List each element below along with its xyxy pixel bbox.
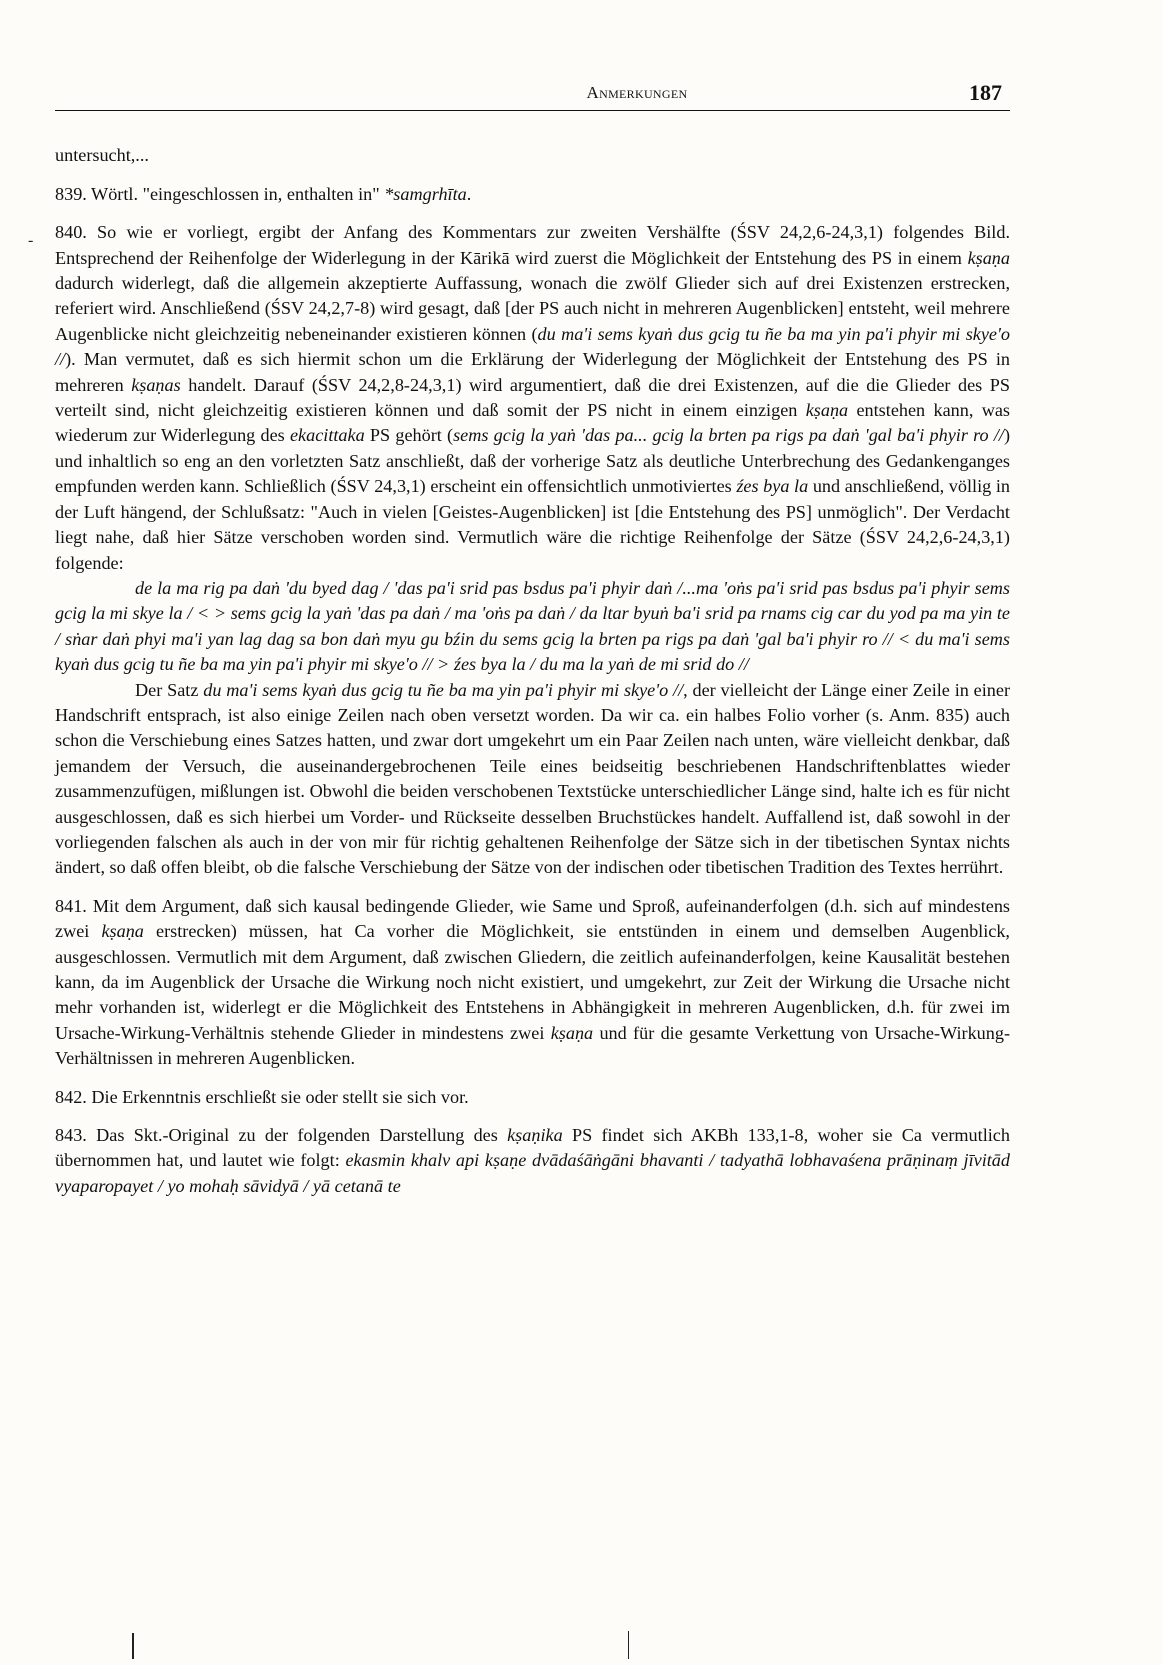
note-text: Der Satz — [135, 679, 204, 700]
tibetan-block-quote: de la ma rig pa daṅ 'du byed dag / 'das pa'i srid pas bsdus pa'i phyir daṅ /...ma 'oṅs pa'i srid pas bsdus pa'i phyir sems gcig la mi skye la / < > sems gcig la yaṅ 'das pa daṅ / ma 'oṅs pa daṅ / da ltar byuṅ ba'i srid pa rnams cig car du yod pa ma yin te / sṅar daṅ phyi ma'i yan lag dag sa bon daṅ myu gu bźin du sems gcig la brten pa rigs pa daṅ 'gal ba'i phyir ro // < du ma'i sems kyaṅ dus gcig tu ñe ba ma yin pa'i phyir mi skye'o // > źes bya la / du ma la yaṅ de mi srid do // — [55, 577, 1010, 675]
scan-mark — [628, 1631, 629, 1659]
note-number: 840. — [55, 222, 87, 243]
note-text: So wie er vorliegt, ergibt der Anfang des Kommentars zur zweiten Vershälfte (ŚSV 24,2,6-24,3,1) folgendes Bild. Entsprechend der Reihenfolge der Widerlegung in der Kārikā wird zuerst die Möglichkeit der Entstehung des PS in einem — [55, 222, 1010, 268]
continuation-text: untersucht,... — [55, 145, 149, 166]
note-text: und für die gesamte Verkettung von Ursache-Wirkung-Verhältnissen in mehreren Augenblicken. — [55, 1022, 1010, 1069]
note-840-continuation — [55, 678, 1010, 881]
note-text: Das Skt.-Original zu der folgenden Darstellung des — [86, 1125, 508, 1146]
margin-dash: - — [28, 232, 34, 249]
note-841 — [55, 894, 1010, 1072]
note-text: erstrecken) müssen, hat Ca vorher die Möglichkeit, sie entstünden in einem und demselben Augenblick, ausgeschlossen. Vermutlich mit dem Argument, daß zwischen Gliedern, die zeitlich aufeinanderfolgen, keine Kausalität bestehen kann, da im Augenblick der Ursache die Wirkung noch nicht existiert, und umgekehrt, zur Zeit der Wirkung die Ursache nicht mehr vorhanden ist, widerlegt er die Möglichkeit des Entstehens in Abhängigkeit in mehreren Augenblicken, d.h. für zwei im Ursache-Wirkung-Verhältnis stehende Glieder in mindestens zwei — [55, 921, 1010, 1043]
note-842 — [55, 1085, 1010, 1110]
note-text: Die Erkenntnis erschließt sie oder stellt sie sich vor. — [86, 1086, 469, 1107]
note-text: Mit dem Argument, daß sich kausal bedingende Glieder, wie Same und Sproß, aufeinanderfolgen (d.h. sich auf mindestens zwei — [55, 895, 1010, 942]
note-839 — [55, 182, 1010, 207]
running-head: Anmerkungen — [586, 83, 688, 102]
italic-term: kṣaṇa — [550, 1022, 594, 1043]
italic-term: kṣaṇas — [131, 374, 181, 395]
sanskrit-quote: ekasmin khalv api kṣaṇe dvādaśāṅgāni bhavanti / tadyathā lobhavaśena prāṇinaṃ jīvitād vyaparopayet / yo mohaḥ sāvidyā / yā cetanā te — [55, 1150, 1010, 1196]
note-text: . — [466, 183, 472, 204]
note-number: 839. — [55, 183, 87, 204]
tibetan-quote: sems gcig la yaṅ 'das pa... gcig la brten pa rigs pa daṅ 'gal ba'i phyir ro // — [453, 425, 1004, 446]
page-header — [55, 80, 1010, 111]
note-text: Wörtl. "eingeschlossen in, enthalten in" — [86, 183, 385, 204]
italic-term: ekacittaka — [289, 425, 365, 446]
note-number: 841. — [55, 895, 87, 916]
italic-term: kṣaṇika — [507, 1125, 563, 1146]
scan-mark — [132, 1633, 134, 1659]
italic-term: kṣaṇa — [805, 400, 849, 421]
tibetan-quote: źes bya la — [736, 476, 809, 497]
note-text: PS findet sich AKBh 133,1-8, woher sie Ca vermutlich übernommen hat, und lautet wie folgt: — [55, 1125, 1010, 1171]
note-text: und anschließend, völlig in der Luft hängend, der Schlußsatz: "Auch in vielen [Geistes-Augenblicken] ist [die Entstehung des PS] unmöglich". Der Verdacht liegt nahe, daß hier Sätze verschoben worden sind. Vermutlich wäre die richtige Reihenfolge der Sätze (ŚSV 24,2,6-24,3,1) folgende: — [55, 476, 1011, 573]
italic-term: *samgrhīta — [384, 183, 467, 204]
note-text: handelt. Darauf (ŚSV 24,2,8-24,3,1) wird argumentiert, daß die drei Existenzen, auf die die Glieder des PS verteilt sind, nicht gleichzeitig existieren können und daß somit der PS nicht in einem einzigen — [55, 374, 1010, 421]
note-843 — [55, 1123, 1010, 1199]
tibetan-quote: du ma'i sems kyaṅ dus gcig tu ñe ba ma yin pa'i phyir mi skye'o // — [55, 323, 1010, 370]
note-number: 843. — [55, 1125, 87, 1146]
note-number: 842. — [55, 1086, 87, 1107]
note-text: PS gehört ( — [364, 425, 454, 446]
italic-term: kṣaṇa — [101, 921, 144, 942]
note-text: entstehen kann, was wiederum zur Widerlegung des — [55, 400, 1010, 446]
tibetan-quote: du ma'i sems kyaṅ dus gcig tu ñe ba ma yin pa'i phyir mi skye'o // — [203, 679, 684, 700]
page — [55, 80, 1010, 1199]
note-text: , der vielleicht der Länge einer Zeile in einer Handschrift entsprach, ist also einige Zeilen nach oben versetzt worden. Da wir ca. ein halbes Folio vorher (s. Anm. 835) auch schon die Verschiebung eines Satzes hatten, und zwar dort umgekehrt um ein Paar Zeilen nach unten, wäre vielleicht denkbar, daß jemandem der Versuch, die auseinandergebrochenen Teile eines beidseitig beschriebenen Handschriftenblattes wieder zusammenzufügen, mißlungen ist. Obwohl die beiden verschobenen Textstücke unterschiedlicher Länge sind, halte ich es für nicht ausgeschlossen, daß es sich hierbei um Vorder- und Rückseite desselben Bruchstückes handelt. Auffallend ist, daß sowohl in der vorliegenden falschen als auch in der von mir für richtig gehaltenen Reihenfolge der Sätze sich in der tibetischen Syntax nichts ändert, so daß offen bleibt, ob die falsche Verschiebung der Sätze von der indischen oder tibetischen Tradition des Textes herrührt. — [55, 679, 1011, 878]
note-text: dadurch widerlegt, daß die allgemein akzeptierte Auffassung, wonach die zwölf Glieder sich auf drei Existenzen erstrecken, referiert wird. Anschließend (ŚSV 24,2,7-8) wird gesagt, daß [der PS auch nicht in mehreren Augenblicken] entsteht, weil mehrere Augenblicke nicht gleichzeitig nebeneinander existieren können ( — [55, 273, 1010, 344]
note-text: ) und inhaltlich so eng an den vorletzten Satz anschließt, daß der vorherige Satz als deutliche Unterbrechung des Gedankenganges empfunden werden kann. Schließlich (ŚSV 24,3,1) erscheint ein offensichtlich unmotiviertes — [55, 425, 1010, 497]
note-840 — [55, 220, 1010, 576]
italic-term: kṣaṇa — [967, 247, 1010, 268]
scan-footer-marks — [0, 1625, 1163, 1665]
note-text: ). Man vermutet, daß es sich hiermit schon um die Erklärung der Widerlegung der Möglichkeit der Entstehung des PS in mehreren — [55, 349, 1010, 395]
page-number: 187 — [969, 80, 1002, 105]
